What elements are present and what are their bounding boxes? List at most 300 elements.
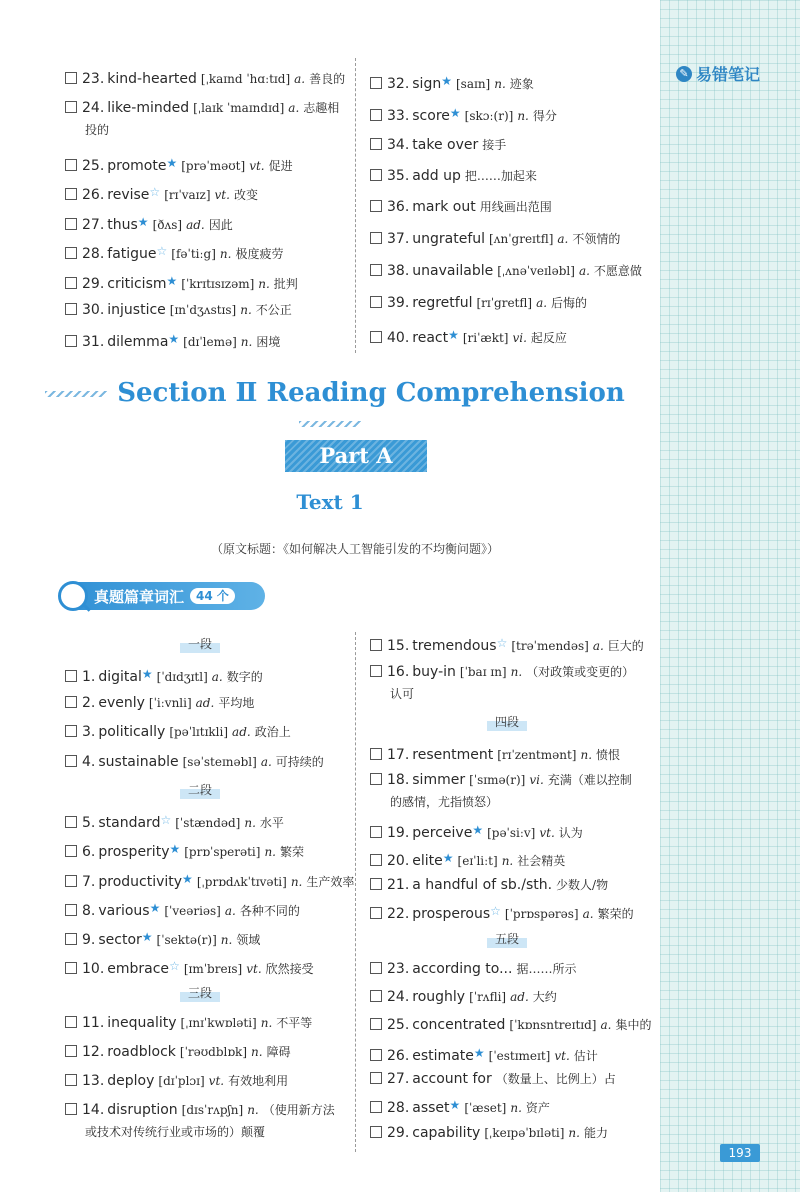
vocab-entry — [370, 260, 642, 282]
entry-part-of-speech: n. — [501, 854, 514, 868]
entry-number: 12. — [82, 1044, 105, 1060]
checkbox-icon[interactable] — [65, 962, 77, 974]
vocab-entry — [370, 1014, 651, 1036]
star-icon: ★ — [137, 215, 149, 229]
entry-word: score — [412, 108, 450, 124]
entry-word: roadblock — [107, 1044, 176, 1060]
checkbox-icon[interactable] — [370, 990, 382, 1002]
entry-phonetic: [ˈprɒspərəs] — [504, 907, 579, 921]
entry-meaning: 认为 — [558, 826, 583, 840]
entry-word: various — [98, 903, 150, 919]
entry-phonetic: [ˌʌnəˈveɪləbl] — [497, 264, 575, 278]
entry-meaning: 起反应 — [530, 331, 567, 345]
entry-word: criticism — [107, 276, 167, 292]
checkbox-icon[interactable] — [65, 303, 77, 315]
entry-word: add up — [412, 168, 461, 184]
entry-part-of-speech: vt. — [208, 1074, 225, 1088]
entry-phonetic: [riˈækt] — [462, 331, 509, 345]
vocab-entry — [65, 270, 298, 295]
entry-number: 32. — [387, 76, 410, 92]
entry-number: 39. — [387, 295, 410, 311]
entry-meaning: 生产效率 — [306, 875, 355, 889]
entry-word: perceive — [412, 825, 473, 841]
vocab-entry — [370, 1042, 598, 1067]
entry-phonetic: [ðʌs] — [152, 218, 183, 232]
entry-number: 9. — [82, 932, 96, 948]
entry-phonetic: [ˌlaɪk ˈmaɪndɪd] — [193, 101, 285, 115]
entry-number: 26. — [82, 187, 105, 203]
original-title: （原文标题：《如何解决人工智能引发的不均衡问题》） — [210, 542, 499, 556]
entry-meaning: 数字的 — [226, 670, 263, 684]
checkbox-icon[interactable] — [370, 138, 382, 150]
entry-number: 13. — [82, 1073, 105, 1089]
checkbox-icon[interactable] — [65, 933, 77, 945]
checkbox-icon[interactable] — [370, 1018, 382, 1030]
entry-meaning: 善良的 — [309, 72, 346, 86]
vocab-entry — [65, 181, 258, 206]
column-divider-top — [355, 58, 356, 353]
checkbox-icon[interactable] — [65, 904, 77, 916]
checkbox-icon[interactable] — [370, 264, 382, 276]
checkbox-icon[interactable] — [65, 1016, 77, 1028]
entry-number: 1. — [82, 669, 96, 685]
entry-phonetic: [rɪˈvaɪz] — [164, 188, 211, 202]
entry-number: 29. — [82, 276, 105, 292]
entry-part-of-speech: n. — [264, 845, 276, 859]
entry-number: 34. — [387, 137, 410, 153]
entry-meaning: 大约 — [532, 990, 557, 1004]
vocab-entry — [65, 240, 283, 265]
checkbox-icon[interactable] — [370, 665, 382, 677]
checkbox-icon[interactable] — [65, 72, 77, 84]
entry-phonetic: [eɪˈliːt] — [457, 854, 498, 868]
entry-part-of-speech: ad. — [195, 696, 215, 710]
entry-part-of-speech: vt. — [214, 188, 230, 202]
entry-meaning: 充满（难以控制 — [547, 773, 632, 787]
entry-phonetic: [rɪˈgretfl] — [476, 296, 533, 310]
checkbox-icon[interactable] — [370, 878, 382, 890]
entry-phonetic: [səˈsteɪnəbl] — [182, 755, 257, 769]
entry-phonetic: [ɪmˈbreɪs] — [183, 962, 243, 976]
vocab-entry — [370, 874, 608, 896]
entry-meaning: 得分 — [532, 109, 557, 123]
vocab-entry — [370, 292, 587, 314]
entry-meaning: （使用新方法 — [262, 1103, 335, 1117]
star-icon: ★ — [448, 328, 459, 342]
vocab-banner — [60, 582, 265, 610]
entry-meaning: （数量上、比例上）占 — [495, 1072, 616, 1086]
entry-phonetic: [ʌnˈgreɪtfl] — [489, 232, 554, 246]
entry-word: digital — [98, 669, 142, 685]
checkbox-icon[interactable] — [65, 845, 77, 857]
entry-word: sector — [98, 932, 142, 948]
entry-part-of-speech: vt. — [249, 159, 265, 173]
vocab-entry — [370, 847, 565, 872]
vocab-entry — [370, 819, 583, 844]
entry-meaning: 领域 — [236, 933, 261, 947]
entry-number: 7. — [82, 874, 96, 890]
entry-part-of-speech: vi. — [512, 331, 527, 345]
entry-word: standard — [98, 815, 161, 831]
entry-word: a handful of sb./sth. — [412, 877, 553, 893]
magnifier-icon — [58, 581, 88, 611]
hollow-star-icon: ☆ — [490, 904, 501, 918]
entry-meaning: 政治上 — [254, 725, 291, 739]
entry-meaning: 不公正 — [255, 303, 292, 317]
entry-meaning: 可持续的 — [275, 755, 324, 769]
checkbox-icon[interactable] — [370, 232, 382, 244]
star-icon: ★ — [472, 823, 484, 837]
entry-number: 23. — [387, 961, 410, 977]
entry-meaning: 后悔的 — [551, 296, 588, 310]
entry-number: 22. — [387, 906, 410, 922]
entry-number: 24. — [82, 100, 105, 116]
entry-number: 38. — [387, 263, 410, 279]
entry-word: deploy — [107, 1073, 155, 1089]
entry-number: 2. — [82, 695, 96, 711]
entry-phonetic: [rɪˈzentmənt] — [497, 748, 577, 762]
entry-part-of-speech: n. — [220, 933, 233, 947]
entry-number: 28. — [82, 246, 105, 262]
entry-part-of-speech: n. — [510, 1101, 522, 1115]
entry-part-of-speech: a. — [260, 755, 272, 769]
notes-grid-margin — [660, 0, 800, 1192]
vocab-entry — [65, 68, 345, 90]
entry-word: disruption — [107, 1102, 178, 1118]
entry-word: fatigue — [107, 246, 157, 262]
entry-phonetic: [trəˈmendəs] — [511, 639, 589, 653]
star-icon: ★ — [449, 1098, 461, 1112]
checkbox-icon[interactable] — [65, 247, 77, 259]
entry-meaning: 迹象 — [509, 77, 534, 91]
checkbox-icon[interactable] — [65, 101, 77, 113]
vocab-entry — [370, 165, 537, 187]
entry-meaning: 水平 — [259, 816, 284, 830]
entry-phonetic: [ˈiːvnli] — [148, 696, 192, 710]
entry-word: evenly — [98, 695, 145, 711]
checkbox-icon[interactable] — [370, 331, 382, 343]
entry-phonetic: [ˌkaɪnd ˈhɑːtɪd] — [200, 72, 291, 86]
para-label-2: 二段 — [180, 781, 220, 799]
star-icon: ★ — [473, 1046, 485, 1060]
hollow-star-icon: ☆ — [169, 959, 180, 973]
entry-part-of-speech: n. — [510, 665, 523, 679]
column-divider-bottom — [355, 632, 356, 1152]
checkbox-icon[interactable] — [370, 169, 382, 181]
entry-number: 25. — [82, 158, 105, 174]
checkbox-icon[interactable] — [370, 854, 382, 866]
vocab-entry — [65, 97, 339, 141]
entry-meaning: 不平等 — [276, 1016, 313, 1030]
vocab-entry — [370, 1094, 550, 1119]
entry-part-of-speech: n. — [568, 1126, 580, 1140]
entry-phonetic: [ˈstændəd] — [175, 816, 241, 830]
checkbox-icon[interactable] — [65, 670, 77, 682]
entry-word: dilemma — [107, 334, 169, 350]
vocab-entry — [65, 838, 304, 863]
entry-phonetic: [ˈestɪmeɪt] — [488, 1049, 551, 1063]
vocab-entry — [65, 897, 300, 922]
star-icon: ★ — [441, 74, 452, 88]
entry-meaning: （对政策或变更的） — [526, 665, 635, 679]
checkbox-icon[interactable] — [65, 188, 77, 200]
entry-word: tremendous — [412, 638, 497, 654]
entry-meaning: 愤恨 — [596, 748, 621, 762]
entry-meaning: 因此 — [208, 218, 233, 232]
checkbox-icon[interactable] — [65, 875, 77, 887]
checkbox-icon[interactable] — [370, 200, 382, 212]
hollow-star-icon: ☆ — [496, 636, 508, 650]
entry-part-of-speech: ad. — [232, 725, 251, 739]
entry-phonetic: [ˈrəʊdblɒk] — [179, 1045, 248, 1059]
checkbox-icon[interactable] — [370, 77, 382, 89]
section-title-text: Section Ⅱ Reading Comprehension — [117, 378, 625, 408]
vocab-entry — [370, 632, 644, 657]
entry-number: 8. — [82, 903, 96, 919]
entry-word: buy-in — [412, 664, 456, 680]
checkbox-icon[interactable] — [370, 1126, 382, 1138]
pencil-icon: ✎ — [676, 66, 692, 82]
entry-meaning-continued: 或技术对传统行业或市场的）颠覆 — [85, 1125, 266, 1139]
entry-part-of-speech: n. — [517, 109, 529, 123]
section-deco-left — [45, 391, 107, 397]
entry-phonetic: [ˈkɒnsntreɪtɪd] — [509, 1018, 597, 1032]
entry-word: account for — [412, 1071, 492, 1087]
page-number: 193 — [720, 1144, 760, 1162]
entry-word: resentment — [412, 747, 494, 763]
para-label-1: 一段 — [180, 635, 220, 653]
entry-word: like-minded — [107, 100, 190, 116]
entry-number: 29. — [387, 1125, 410, 1141]
entry-number: 20. — [387, 853, 410, 869]
entry-part-of-speech: a. — [294, 72, 306, 86]
vocab-entry — [370, 769, 632, 813]
vocab-entry — [370, 744, 620, 766]
entry-word: promote — [107, 158, 167, 174]
entry-part-of-speech: ad. — [510, 990, 529, 1004]
vocab-entry — [65, 868, 354, 893]
entry-meaning: 繁荣的 — [597, 907, 634, 921]
checkbox-icon[interactable] — [65, 335, 77, 347]
entry-number: 18. — [387, 772, 410, 788]
entry-word: elite — [412, 853, 443, 869]
entry-meaning: 有效地利用 — [228, 1074, 289, 1088]
entry-meaning-continued: 的感情，尤指愤怒） — [390, 795, 499, 809]
entry-meaning: 志趣相 — [303, 101, 340, 115]
entry-number: 17. — [387, 747, 410, 763]
notes-tag — [676, 62, 760, 85]
checkbox-icon[interactable] — [65, 696, 77, 708]
entry-number: 36. — [387, 199, 410, 215]
checkbox-icon[interactable] — [370, 773, 382, 785]
entry-part-of-speech: vi. — [529, 773, 544, 787]
vocab-entry — [65, 809, 284, 834]
checkbox-icon[interactable] — [65, 1045, 77, 1057]
star-icon: ★ — [141, 930, 153, 944]
entry-part-of-speech: ad. — [186, 218, 205, 232]
vocab-entry — [65, 1099, 335, 1143]
checkbox-icon[interactable] — [65, 159, 77, 171]
entry-word: politically — [98, 724, 166, 740]
entry-part-of-speech: n. — [251, 1045, 263, 1059]
entry-meaning: 改变 — [233, 188, 258, 202]
entry-part-of-speech: n. — [240, 303, 252, 317]
entry-number: 27. — [387, 1071, 410, 1087]
entry-meaning: 社会精英 — [517, 854, 566, 868]
entry-part-of-speech: a. — [211, 670, 223, 684]
vocab-entry — [65, 152, 293, 177]
entry-word: take over — [412, 137, 479, 153]
entry-phonetic: [ɪnˈdʒʌstɪs] — [169, 303, 237, 317]
checkbox-icon[interactable] — [65, 816, 77, 828]
entry-part-of-speech: a. — [288, 101, 300, 115]
entry-phonetic: [ˌprɒdʌkˈtɪvəti] — [196, 875, 287, 889]
entry-word: thus — [107, 217, 138, 233]
entry-number: 4. — [82, 754, 96, 770]
para-label-5: 五段 — [487, 930, 527, 948]
para-label-3: 三段 — [180, 984, 220, 1002]
entry-phonetic: [dɪsˈrʌpʃn] — [181, 1103, 244, 1117]
part-title: Part A — [285, 440, 427, 472]
entry-number: 23. — [82, 71, 105, 87]
checkbox-icon[interactable] — [370, 1101, 382, 1113]
entry-phonetic: [saɪn] — [455, 77, 491, 91]
hollow-star-icon: ☆ — [156, 244, 168, 258]
entry-number: 33. — [387, 108, 410, 124]
entry-number: 35. — [387, 168, 410, 184]
entry-word: regretful — [412, 295, 473, 311]
entry-word: according to... — [412, 961, 513, 977]
vocab-entry — [370, 324, 567, 349]
entry-word: asset — [412, 1100, 450, 1116]
checkbox-icon[interactable] — [370, 639, 382, 651]
vocab-entry — [370, 958, 576, 980]
entry-phonetic: [ˌɪnɪˈkwɒləti] — [180, 1016, 257, 1030]
checkbox-icon[interactable] — [370, 296, 382, 308]
vocab-entry — [370, 134, 506, 156]
entry-meaning: 巨大的 — [607, 639, 644, 653]
entry-word: prosperity — [98, 844, 170, 860]
entry-number: 21. — [387, 877, 410, 893]
entry-phonetic: [ˈkrɪtɪsɪzəm] — [181, 277, 255, 291]
entry-phonetic: [prɒˈsperəti] — [184, 845, 261, 859]
entry-part-of-speech: n. — [240, 335, 253, 349]
entry-word: mark out — [412, 199, 476, 215]
entry-phonetic: [dɪˈlemə] — [183, 335, 237, 349]
entry-number: 24. — [387, 989, 410, 1005]
checkbox-icon[interactable] — [370, 907, 382, 919]
checkbox-icon[interactable] — [65, 218, 77, 230]
checkbox-icon[interactable] — [370, 826, 382, 838]
entry-word: revise — [107, 187, 150, 203]
entry-word: estimate — [412, 1048, 474, 1064]
entry-number: 37. — [387, 231, 410, 247]
entry-phonetic: [fəˈtiːg] — [171, 247, 216, 261]
entry-phonetic: [ˈrʌfli] — [469, 990, 507, 1004]
star-icon: ★ — [168, 332, 180, 346]
entry-phonetic: [prəˈməʊt] — [181, 159, 246, 173]
star-icon: ★ — [166, 156, 178, 170]
vocab-entry — [65, 721, 291, 743]
entry-part-of-speech: n. — [290, 875, 303, 889]
entry-phonetic: [ˈsektə(r)] — [156, 933, 217, 947]
vocab-entry — [65, 663, 263, 688]
vocab-entry — [370, 70, 534, 95]
entry-meaning: 集中的 — [615, 1018, 652, 1032]
checkbox-icon[interactable] — [370, 1049, 382, 1061]
entry-part-of-speech: n. — [260, 1016, 273, 1030]
checkbox-icon[interactable] — [370, 748, 382, 760]
entry-number: 14. — [82, 1102, 105, 1118]
entry-part-of-speech: a. — [224, 904, 236, 918]
vocab-entry — [65, 1041, 291, 1063]
entry-meaning: 繁荣 — [280, 845, 305, 859]
entry-word: injustice — [107, 302, 166, 318]
star-icon: ★ — [141, 667, 153, 681]
entry-part-of-speech: n. — [258, 277, 270, 291]
entry-meaning: 障碍 — [266, 1045, 291, 1059]
entry-part-of-speech: n. — [219, 247, 232, 261]
star-icon: ★ — [169, 842, 181, 856]
checkbox-icon[interactable] — [65, 1074, 77, 1086]
entry-word: roughly — [412, 989, 466, 1005]
entry-phonetic: [ˈsɪmə(r)] — [469, 773, 526, 787]
vocab-entry — [370, 1068, 616, 1090]
entry-phonetic: [ˌkeɪpəˈbɪləti] — [484, 1126, 565, 1140]
entry-meaning: 困境 — [256, 335, 281, 349]
entry-phonetic: [ˈæset] — [464, 1101, 507, 1115]
entry-part-of-speech: a. — [536, 296, 548, 310]
entry-phonetic: [pəˈlɪtɪkli] — [169, 725, 229, 739]
entry-word: concentrated — [412, 1017, 506, 1033]
entry-meaning: 批判 — [273, 277, 298, 291]
section-title — [0, 378, 660, 438]
checkbox-icon[interactable] — [65, 725, 77, 737]
entry-phonetic: [dɪˈplɔɪ] — [158, 1074, 205, 1088]
checkbox-icon[interactable] — [65, 755, 77, 767]
star-icon: ★ — [182, 872, 193, 886]
entry-word: ungrateful — [412, 231, 486, 247]
checkbox-icon[interactable] — [65, 1103, 77, 1115]
entry-part-of-speech: n. — [580, 748, 593, 762]
checkbox-icon[interactable] — [370, 962, 382, 974]
entry-number: 40. — [387, 330, 410, 346]
entry-part-of-speech: a. — [557, 232, 569, 246]
star-icon: ★ — [449, 106, 461, 120]
para-label-4: 四段 — [487, 713, 527, 731]
entry-meaning: 估计 — [573, 1049, 598, 1063]
entry-number: 28. — [387, 1100, 410, 1116]
entry-meaning: 据……所示 — [516, 962, 577, 976]
entry-phonetic: [ˈveəriəs] — [164, 904, 221, 918]
checkbox-icon[interactable] — [65, 277, 77, 289]
entry-phonetic: [ˈbaɪ ɪn] — [459, 665, 507, 679]
entry-part-of-speech: n. — [494, 77, 506, 91]
entry-part-of-speech: a. — [592, 639, 604, 653]
checkbox-icon[interactable] — [370, 109, 382, 121]
vocab-entry — [370, 196, 552, 218]
entry-number: 15. — [387, 638, 410, 654]
checkbox-icon[interactable] — [370, 1072, 382, 1084]
entry-word: kind-hearted — [107, 71, 197, 87]
star-icon: ★ — [166, 274, 178, 288]
vocab-entry — [65, 299, 292, 321]
entry-part-of-speech: n. — [244, 816, 256, 830]
entry-meaning: 欣然接受 — [265, 962, 314, 976]
entry-number: 25. — [387, 1017, 410, 1033]
hollow-star-icon: ☆ — [160, 813, 172, 827]
entry-word: productivity — [98, 874, 183, 890]
